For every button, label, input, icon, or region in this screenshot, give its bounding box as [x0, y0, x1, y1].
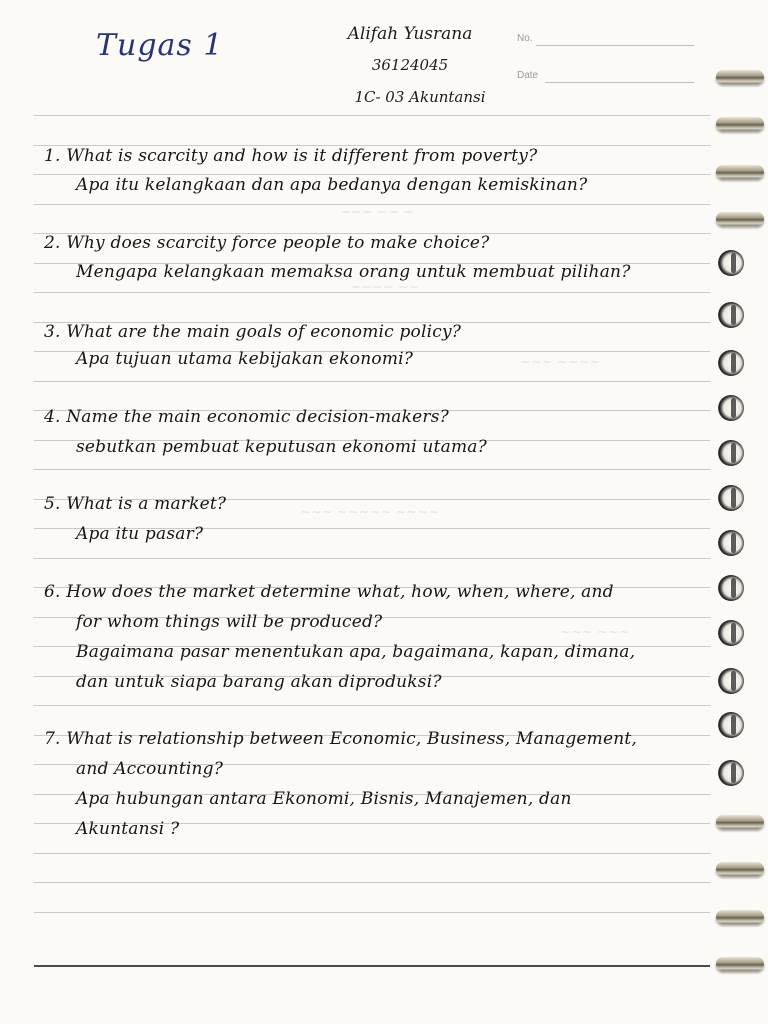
question-7-english-line-2: and Accounting? [76, 759, 224, 779]
binding-hole [718, 350, 744, 376]
field-date-line [545, 82, 694, 83]
show-through-text: ~~~ ~~ ~ [340, 205, 414, 220]
binding-hole [718, 620, 744, 646]
binding-hole [718, 302, 744, 328]
spiral-ring [716, 165, 764, 179]
question-6-indonesian-line-2: dan untuk siapa barang akan diproduksi? [76, 672, 442, 692]
question-4-english: 4. Name the main economic decision-makers? [44, 407, 449, 427]
ruled-line [34, 558, 710, 559]
spiral-ring [716, 862, 764, 876]
spiral-ring [716, 815, 764, 829]
binding-hole [718, 395, 744, 421]
binding-hole [718, 760, 744, 786]
question-2-indonesian: Mengapa kelangkaan memaksa orang untuk membuat pilihan? [76, 262, 631, 282]
binding-hole [718, 668, 744, 694]
question-4-indonesian: sebutkan pembuat keputusan ekonomi utama? [76, 437, 487, 457]
ruled-line [34, 705, 710, 706]
ruled-line [34, 882, 710, 883]
binding-hole [718, 530, 744, 556]
question-2-english: 2. Why does scarcity force people to make choice? [44, 233, 490, 253]
ruled-line [34, 912, 710, 913]
binding-hole [718, 712, 744, 738]
field-no-label: No. [517, 33, 533, 44]
question-7-english-line-1: 7. What is relationship between Economic, Business, Management, [44, 729, 638, 749]
student-name: Alifah Yusrana [347, 24, 473, 44]
question-3-indonesian: Apa tujuan utama kebijakan ekonomi? [76, 349, 414, 369]
question-3-english: 3. What are the main goals of economic policy? [44, 322, 462, 342]
ruled-line [34, 381, 710, 382]
binding-hole [718, 485, 744, 511]
question-1-english: 1. What is scarcity and how is it different from poverty? [44, 146, 538, 166]
ruled-line [34, 469, 710, 470]
class-info: 1C- 03 Akuntansi [354, 88, 486, 106]
ruled-line [34, 115, 710, 116]
question-7-indonesian-line-2: Akuntansi ? [76, 819, 180, 839]
binding-hole [718, 250, 744, 276]
show-through-text: ~~~ ~~~ [560, 625, 630, 640]
bottom-rule [34, 965, 710, 967]
ruled-line [34, 853, 710, 854]
spiral-ring [716, 212, 764, 226]
show-through-text: ~~~ ~~~~~ ~~~~ [300, 505, 439, 520]
binding-hole [718, 440, 744, 466]
field-no-line [536, 45, 694, 46]
question-7-indonesian-line-1: Apa hubungan antara Ekonomi, Bisnis, Manajemen, dan [76, 789, 572, 809]
question-6-english-line-1: 6. How does the market determine what, how, when, where, and [44, 582, 614, 602]
question-5-english: 5. What is a market? [44, 494, 227, 514]
question-1-indonesian: Apa itu kelangkaan dan apa bedanya dengan kemiskinan? [76, 175, 588, 195]
show-through-text: ~~~~ ~~ [350, 280, 420, 295]
spiral-ring [716, 117, 764, 131]
field-date-label: Date [517, 70, 539, 81]
question-6-indonesian-line-1: Bagaimana pasar menentukan apa, bagaimana, kapan, dimana, [76, 642, 636, 662]
show-through-text: ~~~ ~~~~ [520, 355, 601, 370]
spiral-ring [716, 957, 764, 971]
question-5-indonesian: Apa itu pasar? [76, 524, 204, 544]
assignment-title: Tugas 1 [96, 28, 224, 63]
student-id: 36124045 [371, 56, 449, 74]
spiral-ring [716, 910, 764, 924]
binding-hole [718, 575, 744, 601]
spiral-ring [716, 70, 764, 84]
question-6-english-line-2: for whom things will be produced? [76, 612, 383, 632]
